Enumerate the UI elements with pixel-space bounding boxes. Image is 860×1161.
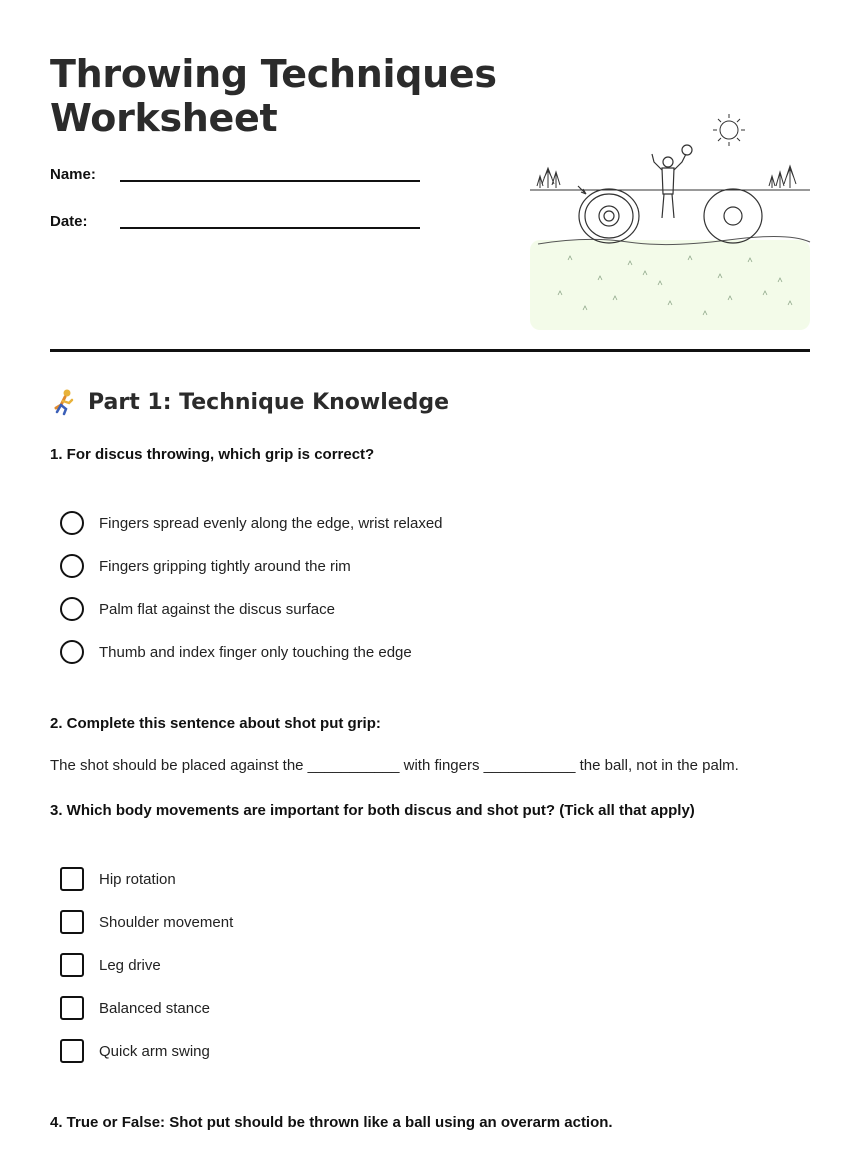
part1-heading [50,388,449,416]
part1-heading-text: Part 1: Technique Knowledge [88,389,450,415]
checkbox[interactable] [60,910,84,934]
q1-option-3-label: Palm flat against the discus surface [99,600,335,618]
question-4: 4. True or False: Shot put should be thrown like a ball using an overarm action. [50,1114,613,1131]
date-field [50,213,88,230]
q3-option-3-label: Leg drive [99,956,161,974]
q1-option-1-label: Fingers spread evenly along the edge, wrist relaxed [99,514,443,532]
throwing-field-illustration [528,110,812,332]
grass-area [530,240,810,330]
q3-option-2[interactable] [60,910,233,934]
q3-option-1[interactable] [60,867,176,891]
trees-left-icon [537,168,560,188]
question-2: 2. Complete this sentence about shot put grip: [50,715,381,732]
radio-button[interactable] [60,597,84,621]
q3-option-4-label: Balanced stance [99,999,210,1017]
discus-right-icon [704,189,762,243]
q1-option-4[interactable] [60,640,412,664]
question-1: 1. For discus throwing, which grip is correct? [50,446,375,463]
q3-option-5[interactable] [60,1039,210,1063]
page-title: Throwing Techniques Worksheet [50,52,497,140]
q1-option-4-label: Thumb and index finger only touching the edge [99,643,412,661]
thrower-figure-icon [652,145,692,218]
trees-right-icon [769,166,796,188]
checkbox[interactable] [60,1039,84,1063]
date-label: Date: [50,213,88,230]
q2-fill-in-sentence[interactable]: The shot should be placed against the ___________ with fingers ___________ the ball, not in the palm. [50,757,739,774]
q1-option-2-label: Fingers gripping tightly around the rim [99,557,351,575]
section-divider [50,349,810,352]
checkbox[interactable] [60,867,84,891]
q3-option-5-label: Quick arm swing [99,1042,210,1060]
radio-button[interactable] [60,554,84,578]
name-input-line[interactable] [120,180,420,182]
name-field [50,166,96,183]
sun-icon [713,114,745,146]
radio-button[interactable] [60,640,84,664]
q3-option-4[interactable] [60,996,210,1020]
q3-option-2-label: Shoulder movement [99,913,234,931]
q1-option-1[interactable] [60,511,443,535]
question-3: 3. Which body movements are important for both discus and shot put? (Tick all that apply) [50,802,695,819]
name-label: Name: [50,166,96,183]
discus-left-icon [578,186,639,243]
radio-button[interactable] [60,511,84,535]
checkbox[interactable] [60,996,84,1020]
running-person-emoji [50,388,78,416]
q3-option-3[interactable] [60,953,161,977]
q3-option-1-label: Hip rotation [99,870,176,888]
checkbox[interactable] [60,953,84,977]
date-input-line[interactable] [120,227,420,229]
q1-option-2[interactable] [60,554,351,578]
q1-option-3[interactable] [60,597,335,621]
